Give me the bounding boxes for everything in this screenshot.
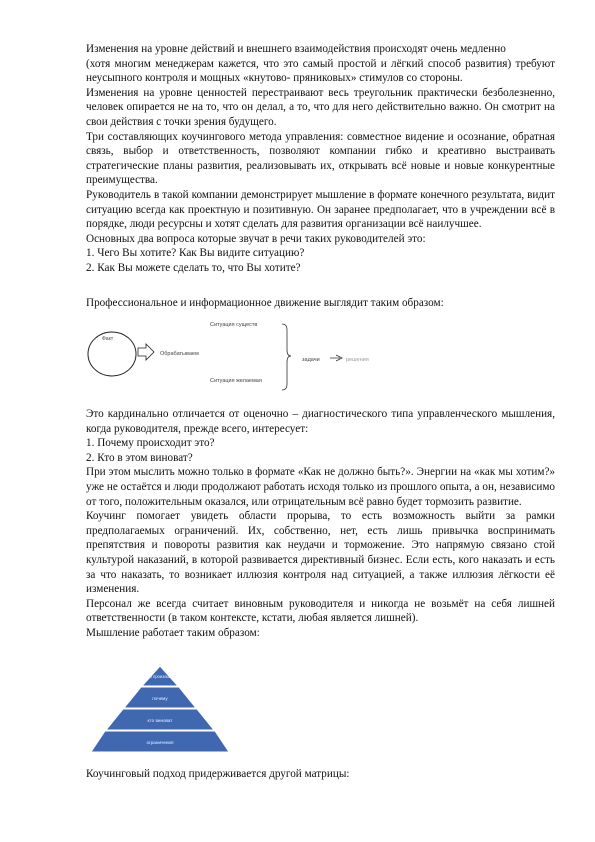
- movement-diagram: [86, 318, 396, 394]
- intro-text-block: [86, 42, 555, 276]
- pyramid-label-4: ограничения: [146, 740, 174, 745]
- question-2: 2. Как Вы можете сделать то, что Вы хотите?: [86, 261, 301, 274]
- fact-label: Факт: [102, 336, 114, 342]
- paragraph-coaching-matrix: Коучинговый подход придерживается другой матрицы:: [86, 768, 350, 780]
- current-situation-label: Ситуация существ: [210, 322, 258, 328]
- paragraph-slow-changes-1: Изменения на уровне действий и внешнего взаимодействия происходят очень медленно: [86, 43, 506, 55]
- solutions-label: решения: [346, 357, 369, 363]
- thinking-pyramid: [90, 664, 230, 754]
- paragraph-values: Изменения на уровне ценностей перестраивают весь треугольник практически безболезненно, человек опирается не на то, что он делал, а то, что для него действительно важно. Он смотрит на свои действия с точки зрения будущего.: [86, 86, 555, 128]
- brace-shape: [282, 324, 291, 390]
- tasks-label: задачи: [302, 357, 320, 363]
- paragraph-thinking: Мышление работает таким образом:: [86, 626, 260, 639]
- pyramid-label-2: почему: [152, 696, 168, 701]
- paragraph-leader: Руководитель в такой компании демонстрирует мышление в формате конечного результата, видит ситуацию всегда как проектную и позитивную. Он заранее предполагает, что в учреждении всё в порядке, люди ресурсны и хотят сделать для развития организации всё наилучшее.: [86, 188, 555, 231]
- paragraph-staff: Персонал же всегда считает виновным руководителя и никогда не возьмёт на себя лишней ответственности (в таком контексте, кстати, любая является лишней).: [86, 597, 555, 625]
- diagnostic-text-block: [86, 407, 555, 641]
- paragraph-format: При этом мыслить можно только в формате «Как не должно быть?». Энергии на «как мы хотим?» уже не остаётся и люди продолжают работать исходя только из прошлого опыта, а он, независимо от того, положительным оказался, или отрицательным всё равно будет тормозить развитие.: [86, 466, 555, 508]
- question-who: 2. Кто в этом виноват?: [86, 451, 193, 464]
- paragraph-slow-changes-2: (хотя многим менеджерам кажется, что это самый простой и лёгкий способ развития) требуют неусыпного контроля и мощных «кнутово- пряниковых» стимулов со стороны.: [86, 57, 555, 85]
- paragraph-coaching: Коучинг помогает увидеть области прорыва, то есть возможность выйти за рамки предполагаемых ограничений. Их, собственно, нет, есть лишь привычка воспринимать препятствия и повороты развития как неудачи и торможение. Это напрямую связано стой культурой наказаний, в которой развивается директивный бизнес. Если есть, кого наказать и есть за что наказать, то возникает иллюзия контроля над ситуацией, а также иллюзия лёгкости её изменения.: [86, 510, 555, 596]
- movement-heading: [86, 296, 555, 311]
- question-why: 1. Почему происходит это?: [86, 437, 215, 450]
- to-solution-arrow-icon: [330, 355, 342, 361]
- process-arrow-icon: [138, 344, 154, 360]
- pyramid-label-3: кто виноват: [147, 718, 173, 723]
- paragraph-three-components: Три составляющих коучингового метода управления: совместное видение и осознание, обратная связь, выбор и ответственность, позволяют компании гибко и креативно выстраивать стратегические планы развития, реализовывать их, открывать всё новые и новые конкурентные преимущества.: [86, 130, 555, 187]
- desired-situation-label: Ситуация желаемая: [210, 378, 262, 384]
- coaching-matrix-heading: [86, 767, 555, 782]
- paragraph-two-questions: Основных два вопроса которые звучат в речи таких руководителей это:: [86, 232, 426, 245]
- paragraph-diagnostic: Это кардинально отличается от оценочно – диагностического типа управленческого мышления, когда руководителя, прежде всего, интересует:: [86, 408, 555, 435]
- paragraph-movement: Профессиональное и информационное движение выглядит таким образом:: [86, 297, 444, 309]
- process-label: Обрабатываем: [160, 351, 199, 357]
- question-1: 1. Чего Вы хотите? Как Вы видите ситуацию?: [86, 247, 305, 260]
- pyramid-label-1: что произошло: [145, 674, 175, 679]
